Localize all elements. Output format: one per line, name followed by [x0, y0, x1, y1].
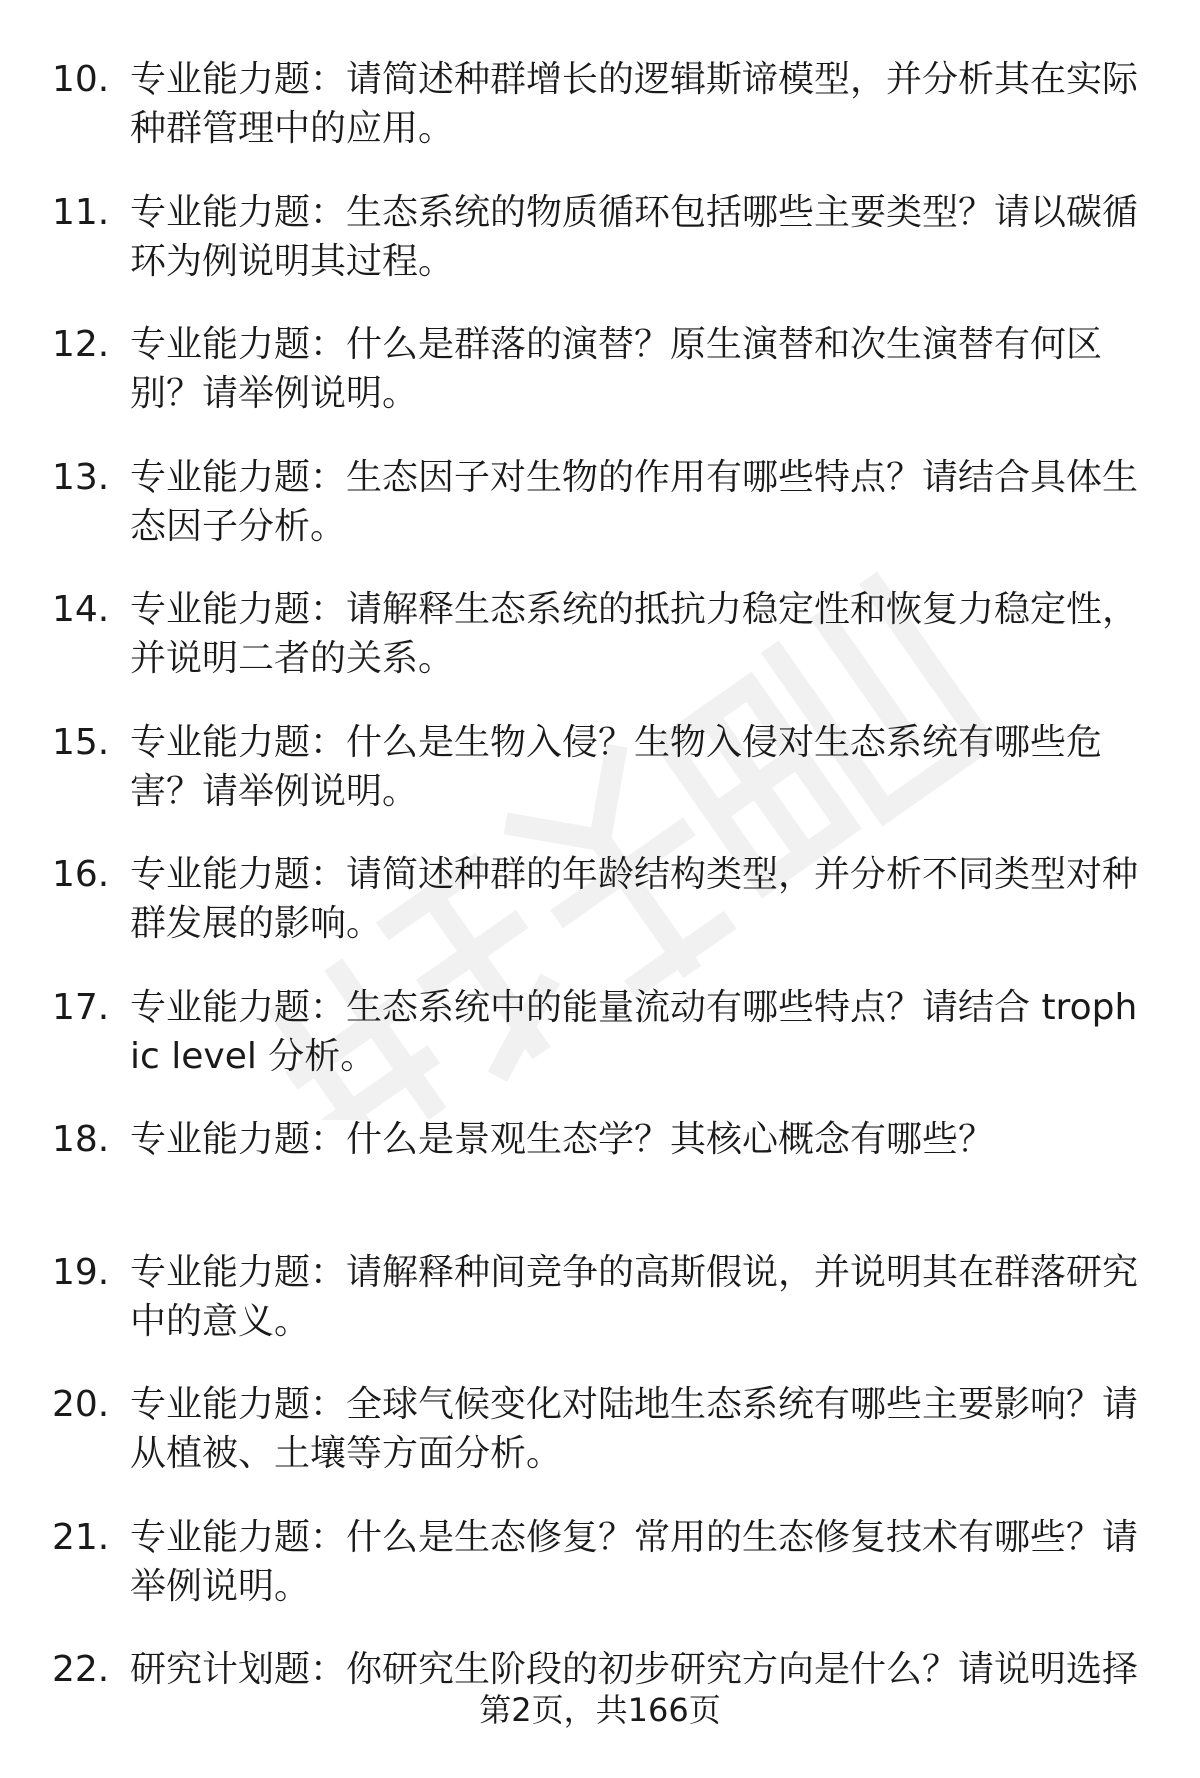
question-number: 16. — [52, 854, 110, 895]
question-text: 专业能力题：生态系统中的能量流动有哪些特点？请结合 trophic level 分析。 — [130, 986, 1138, 1077]
question-item — [0, 453, 1200, 586]
question-number: 22. — [52, 1649, 110, 1690]
question-text: 专业能力题：生态系统的物质循环包括哪些主要类型？请以碳循环为例说明其过程。 — [130, 191, 1139, 282]
question-number: 17. — [52, 986, 110, 1028]
question-list — [0, 55, 1200, 1778]
question-number: 13. — [52, 456, 110, 498]
question-text: 专业能力题：全球气候变化对陆地生态系统有哪些主要影响？请从植被、土壤等方面分析。 — [130, 1384, 1139, 1474]
question-number: 21. — [52, 1516, 110, 1558]
question-number: 15. — [52, 721, 110, 763]
question-text: 专业能力题：请简述种群的年龄结构类型，并分析不同类型对种群发展的影响。 — [130, 854, 1139, 944]
question-text: 专业能力题：生态因子对生物的作用有哪些特点？请结合具体生态因子分析。 — [130, 456, 1139, 547]
question-text: 专业能力题：请解释种间竞争的高斯假说，并说明其在群落研究中的意义。 — [130, 1251, 1139, 1342]
page-number-footer: 第2页，共166页 — [479, 1691, 721, 1729]
question-number: 12. — [52, 324, 110, 365]
question-item — [0, 850, 1200, 983]
question-text: 专业能力题：什么是生物入侵？生物入侵对生态系统有哪些危害？请举例说明。 — [130, 721, 1103, 812]
question-item — [0, 585, 1200, 718]
question-item — [0, 1248, 1200, 1381]
question-item — [0, 1115, 1200, 1248]
question-text: 专业能力题：请解释生态系统的抵抗力稳定性和恢复力稳定性，并说明二者的关系。 — [130, 589, 1139, 679]
question-item — [0, 55, 1200, 188]
question-text: 专业能力题：什么是景观生态学？其核心概念有哪些？ — [130, 1119, 995, 1160]
question-item — [0, 188, 1200, 321]
question-item — [0, 718, 1200, 851]
question-text: 专业能力题：什么是群落的演替？原生演替和次生演替有何区别？请举例说明。 — [130, 324, 1103, 414]
question-item — [0, 320, 1200, 453]
question-text: 专业能力题：什么是生态修复？常用的生态修复技术有哪些？请举例说明。 — [130, 1516, 1139, 1607]
question-number: 20. — [52, 1384, 110, 1425]
question-number: 18. — [52, 1119, 110, 1160]
question-text: 专业能力题：请简述种群增长的逻辑斯谛模型，并分析其在实际种群管理中的应用。 — [130, 59, 1139, 149]
question-number: 14. — [52, 589, 110, 630]
question-number: 10. — [52, 59, 110, 100]
question-item — [0, 1380, 1200, 1513]
question-number: 19. — [52, 1251, 110, 1293]
question-item — [0, 1513, 1200, 1646]
question-item — [0, 983, 1200, 1116]
question-text: 研究计划题：你研究生阶段的初步研究方向是什么？请说明选择 — [130, 1649, 1139, 1690]
question-number: 11. — [52, 191, 110, 233]
